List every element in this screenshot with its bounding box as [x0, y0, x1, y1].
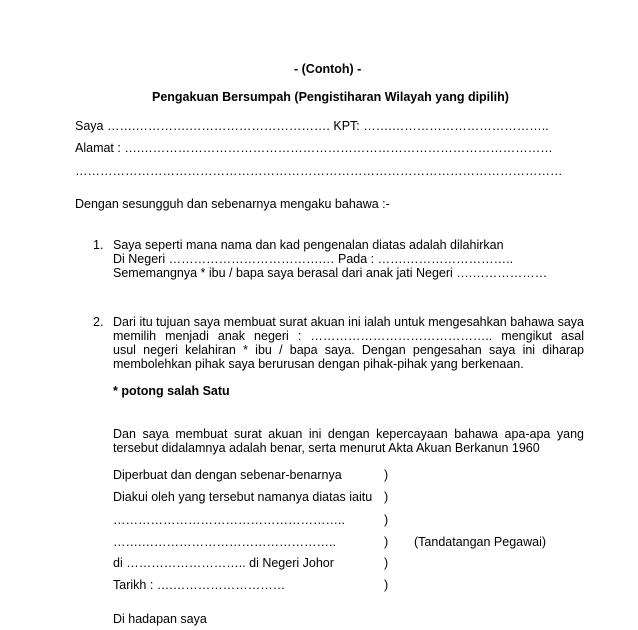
item-1-line-3: Sememangnya * ibu / bapa saya berasal dari anak jati Negeri ….……………… — [113, 266, 548, 280]
address-continuation-line: ……………………………………………………………………………………………………… — [75, 164, 563, 178]
signing-bracket: ) — [384, 556, 389, 570]
signing-row-acknowledged: Diakui oleh yang tersebut namanya diatas iaitu — [113, 490, 373, 504]
declaration-intro: Dengan sesungguh dan sebenarnya mengaku bahawa :- — [75, 197, 390, 211]
item-1-line-1: Saya seperti mana nama dan kad pengenalan diatas adalah dilahirkan — [113, 238, 504, 252]
officer-signature-label: (Tandatangan Pegawai) — [414, 535, 547, 549]
witness-intro: Di hadapan saya — [113, 612, 207, 626]
item-2-line-2: memilih menjadi anak negeri : …………………………………….. mengikut asal — [113, 329, 584, 343]
signing-bracket: ) — [384, 513, 389, 527]
signing-bracket: ) — [384, 578, 389, 592]
sample-label: - (Contoh) - — [294, 62, 362, 76]
signing-row-blank-1: ……………………………………………….. — [113, 513, 345, 527]
item-2-number: 2. — [93, 315, 104, 329]
belief-line-2: tersebut didalamnya adalah benar, serta menurut Akta Akuan Berkanun 1960 — [113, 441, 540, 455]
name-kpt-line: Saya …….………….……………………………. KPT: …….……………………………….. — [75, 119, 549, 133]
item-2-line-1: Dari itu tujuan saya membuat surat akuan ini ialah untuk mengesahkan bahawa saya — [113, 315, 584, 329]
strike-note: * potong salah Satu — [113, 384, 230, 398]
signing-row-place: di ……………………….. di Negeri Johor — [113, 556, 334, 570]
signing-row-date: Tarikh : ….……………………… — [113, 578, 286, 592]
item-2-line-3: usul negeri kelahiran * ibu / bapa saya. Dengan pengesahan saya ini diharap — [113, 343, 584, 357]
item-2-line-4: membolehkan pihak saya berurusan dengan pihak-pihak yang berkenaan. — [113, 357, 524, 371]
address-line: Alamat : ….……………………………………………………………………………………… — [75, 141, 553, 155]
signing-row-blank-2: …….……………………………………….. — [113, 535, 336, 549]
document-title: Pengakuan Bersumpah (Pengistiharan Wilayah yang dipilih) — [152, 90, 509, 104]
belief-line-1: Dan saya membuat surat akuan ini dengan kepercayaan bahawa apa-apa yang — [113, 427, 584, 441]
signing-bracket: ) — [384, 535, 389, 549]
item-1-line-2: Di Negeri ……………………………….… Pada : …….…………………….. — [113, 252, 514, 266]
item-1-number: 1. — [93, 238, 104, 252]
signing-row-made: Diperbuat dan dengan sebenar-benarnya — [113, 468, 342, 482]
signing-bracket: ) — [384, 468, 389, 482]
signing-bracket: ) — [384, 490, 389, 504]
